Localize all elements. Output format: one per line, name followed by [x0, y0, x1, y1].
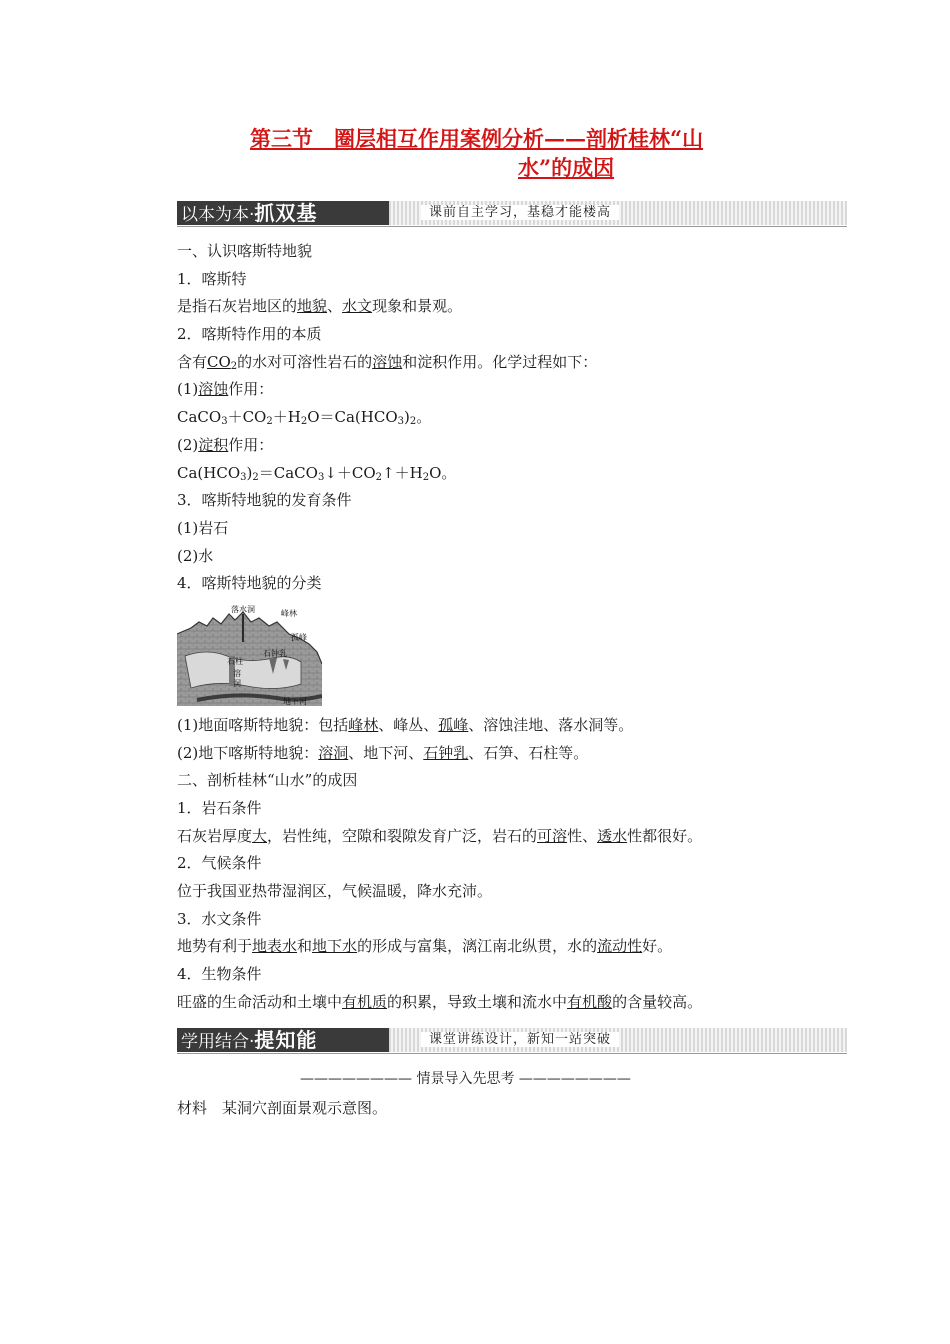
scenario-divider: ———————— 情景导入先思考 ————————	[300, 1071, 631, 1087]
section-heading: 二、剖析桂林“山水”的成因	[177, 771, 358, 790]
paragraph: 含有$CO_2$的水对可溶性岩石的溶蚀和淀积作用。化学过程如下：	[177, 352, 598, 372]
page-title	[250, 124, 770, 182]
title-line-1: 第三节 圈层相互作用案例分析——剖析桂林“山	[250, 126, 704, 151]
item-title: 1．岩石条件	[177, 799, 262, 817]
material-caption: 材料 某洞穴剖面景观示意图。	[177, 1099, 388, 1117]
item-title: 2．气候条件	[177, 854, 262, 873]
item-title: 4．生物条件	[177, 965, 262, 984]
equation-deposition: $Ca(HCO_3)_2=CaCO_3↓+CO_2↑+H_2O$。	[177, 463, 457, 483]
section-banner-basics	[177, 200, 847, 227]
paragraph: 石灰岩厚度大，岩性纯，空隙和裂隙发育广泛，岩石的可溶性、透水性都很好。	[177, 826, 703, 845]
banner-note: 课前自主学习，基稳才能楼高	[389, 201, 847, 225]
label-cave-2: 洞	[233, 678, 241, 688]
banner-tag: 以本为本·抓双基	[177, 201, 389, 225]
paragraph: 是指石灰岩地区的地貌、水文现象和景观。	[177, 297, 463, 316]
section-banner-practice	[177, 1027, 847, 1054]
section-heading: 一、认识喀斯特地貌	[177, 242, 313, 260]
sub-item: (1)岩石	[177, 518, 229, 537]
banner-note: 课堂讲练设计，新知一站突破	[389, 1028, 847, 1052]
banner-tag: 学用结合·提知能	[177, 1028, 389, 1052]
karst-landform-diagram	[177, 604, 322, 706]
paragraph: (1)地面喀斯特地貌：包括峰林、峰丛、孤峰、溶蚀洼地、落水洞等。	[177, 715, 634, 734]
item-title: 1．喀斯特	[177, 269, 247, 288]
label-stone-pillar: 石柱	[227, 656, 243, 666]
item-title: 4．喀斯特地貌的分类	[177, 574, 322, 593]
label-underground-river: 地下河	[283, 696, 307, 706]
paragraph: 旺盛的生命活动和土壤中有机质的积累，导致土壤和流水中有机酸的含量较高。	[177, 992, 703, 1011]
sub-item: (2)淀积作用：	[177, 435, 274, 454]
label-peak-forest: 峰林	[281, 608, 297, 618]
sub-item: (1)溶蚀作用：	[177, 380, 274, 399]
paragraph: 位于我国亚热带湿润区，气候温暖，降水充沛。	[177, 882, 493, 901]
label-sinkhole: 落水洞	[231, 604, 255, 614]
sub-item: (2)水	[177, 546, 214, 565]
label-stalactite: 石钟乳	[263, 648, 287, 658]
title-line-2: 水”的成因	[518, 155, 615, 180]
equation-dissolution: $CaCO_3+CO_2+H_2O=Ca(HCO_3)_2$。	[177, 408, 432, 428]
main-content	[177, 238, 849, 1017]
label-isolated-peak: 孤峰	[291, 632, 307, 642]
item-title: 3．水文条件	[177, 909, 262, 928]
label-cave-1: 溶	[233, 668, 241, 678]
paragraph: (2)地下喀斯特地貌：溶洞、地下河、石钟乳、石笋、石柱等。	[177, 743, 589, 762]
paragraph: 地势有利于地表水和地下水的形成与富集，漓江南北纵贯，水的流动性好。	[177, 937, 673, 956]
item-title: 2．喀斯特作用的本质	[177, 325, 322, 344]
item-title: 3．喀斯特地貌的发育条件	[177, 491, 352, 510]
